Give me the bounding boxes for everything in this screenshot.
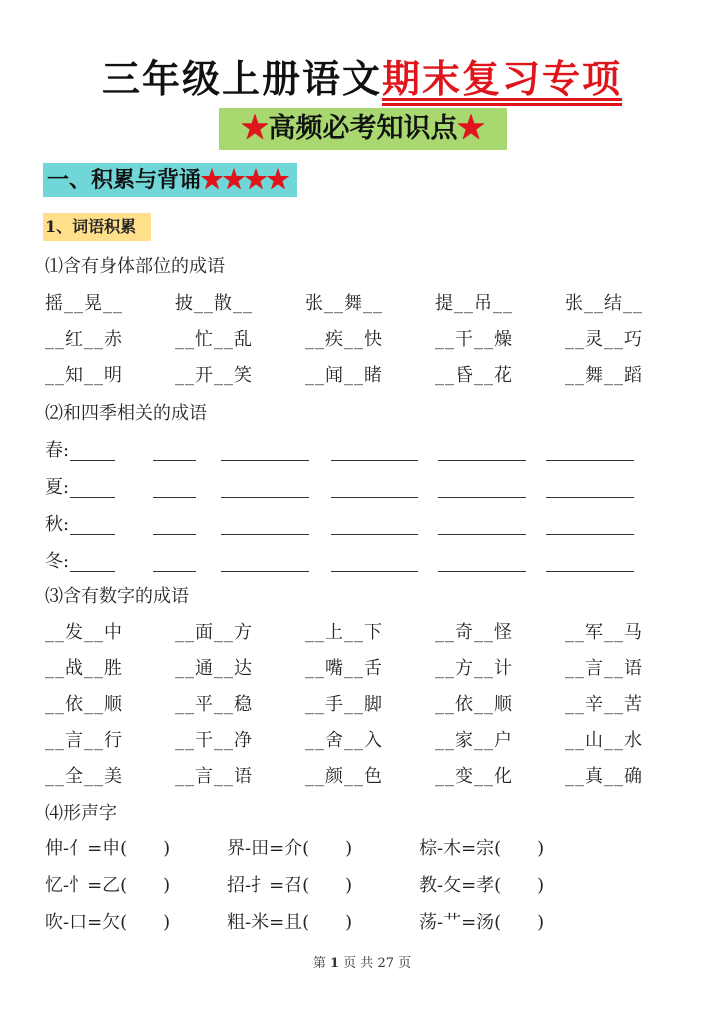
idiom-blank[interactable]: __红__赤 [45,329,123,350]
idiom-row [45,618,660,654]
idiom-blank[interactable]: __言__行 [45,730,123,751]
phonetic-item[interactable]: 界-田=介( ) [227,838,353,859]
footer-suffix: 页 [394,956,412,971]
answer-line[interactable] [438,533,526,535]
phonetic-heading: ⑷形声字 [45,803,117,824]
phonetic-item[interactable]: 棕-木=宗( ) [419,838,545,859]
total-pages: 27 [377,956,394,971]
idiom-blank[interactable]: __干__燥 [435,329,513,350]
idiom-blank[interactable]: __昏__花 [435,365,513,386]
star-icon: ★ [457,113,485,144]
season-row [45,547,645,584]
idiom-blank[interactable]: __依__顺 [45,694,123,715]
idiom-blank[interactable]: __忙__乱 [175,329,253,350]
idiom-blank[interactable]: __开__笑 [175,365,253,386]
answer-line[interactable] [546,459,634,461]
idiom-blank[interactable]: __变__化 [435,766,513,787]
answer-line[interactable] [221,533,309,535]
body-parts-grid [45,289,660,397]
page-number: 1 [330,956,340,971]
phonetic-item[interactable]: 吹-口=欠( ) [45,912,171,933]
answer-line[interactable] [153,570,196,572]
season-label: 秋: [45,514,70,535]
idiom-blank[interactable]: 张__结__ [565,293,643,314]
answer-line[interactable] [70,570,115,572]
section-heading [43,163,297,197]
idiom-blank[interactable]: 摇__晃__ [45,293,123,314]
subsection-heading: 1、词语积累 [43,213,151,241]
idiom-blank[interactable]: __奇__怪 [435,622,513,643]
idiom-blank[interactable]: __山__水 [565,730,643,751]
idiom-blank[interactable]: __言__语 [565,658,643,679]
answer-line[interactable] [70,459,115,461]
answer-line[interactable] [331,570,418,572]
idiom-blank[interactable]: __战__胜 [45,658,123,679]
idiom-blank[interactable]: __家__户 [435,730,513,751]
rating-stars-icon: ★★★★ [201,167,290,193]
answer-line[interactable] [70,496,115,498]
answer-line[interactable] [438,570,526,572]
body-parts-heading: ⑴含有身体部位的成语 [45,256,225,277]
page-title [0,48,724,103]
answer-line[interactable] [546,496,634,498]
phonetic-item[interactable]: 粗-米=且( ) [227,912,353,933]
subtitle-banner [219,108,507,150]
season-label: 夏: [45,477,70,498]
idiom-blank[interactable]: __通__达 [175,658,253,679]
idiom-blank[interactable]: 提__吊__ [435,293,513,314]
idiom-blank[interactable]: __手__脚 [305,694,383,715]
idiom-blank[interactable]: __舍__入 [305,730,383,751]
idiom-blank[interactable]: __闻__睹 [305,365,383,386]
idiom-blank[interactable]: __颜__色 [305,766,383,787]
answer-line[interactable] [221,496,309,498]
phonetic-row [45,834,645,871]
footer-middle: 页 共 [339,956,378,971]
phonetic-item[interactable]: 荡-艹=汤( ) [419,912,545,933]
idiom-blank[interactable]: __军__马 [565,622,643,643]
idiom-row [45,726,660,762]
idiom-row [45,325,660,361]
phonetic-item[interactable]: 伸-亻=申( ) [45,838,171,859]
idiom-row [45,654,660,690]
title-highlight: 期末复习专项 [382,56,623,101]
phonetic-item[interactable]: 忆-忄=乙( ) [45,875,171,896]
footer-prefix: 第 [312,956,330,971]
idiom-row [45,762,660,798]
answer-line[interactable] [438,459,526,461]
idiom-blank[interactable]: __干__净 [175,730,253,751]
idiom-blank[interactable]: __上__下 [305,622,383,643]
idiom-blank[interactable]: __真__确 [565,766,643,787]
answer-line[interactable] [546,570,634,572]
numbers-heading: ⑶含有数字的成语 [45,586,189,607]
idiom-blank[interactable]: __嘴__舌 [305,658,383,679]
idiom-blank[interactable]: __方__计 [435,658,513,679]
idiom-blank[interactable]: 张__舞__ [305,293,383,314]
page-footer [0,952,724,971]
phonetic-item[interactable]: 招-扌=召( ) [227,875,353,896]
answer-line[interactable] [438,496,526,498]
answer-line[interactable] [221,459,309,461]
season-row [45,436,645,473]
answer-line[interactable] [221,570,309,572]
idiom-row [45,361,660,397]
idiom-blank[interactable]: __平__稳 [175,694,253,715]
season-row [45,473,645,510]
numbers-grid [45,618,660,798]
answer-line[interactable] [331,459,418,461]
answer-line[interactable] [331,533,418,535]
star-icon: ★ [241,113,269,144]
season-label: 冬: [45,551,70,572]
phonetic-row [45,871,645,908]
answer-line[interactable] [70,533,115,535]
phonetic-item[interactable]: 教-攵=孝( ) [419,875,545,896]
seasons-grid [45,436,645,584]
season-label: 春: [45,440,70,461]
phonetic-grid [45,834,645,945]
answer-line[interactable] [331,496,418,498]
idiom-row [45,289,660,325]
subtitle-text: 高频必考知识点 [268,113,458,144]
answer-line[interactable] [546,533,634,535]
idiom-blank[interactable]: 披__散__ [175,293,253,314]
season-row [45,510,645,547]
idiom-blank[interactable]: __舞__蹈 [565,365,643,386]
phonetic-row [45,908,645,945]
idiom-blank[interactable]: __依__顺 [435,694,513,715]
idiom-blank[interactable]: __面__方 [175,622,253,643]
idiom-blank[interactable]: __全__美 [45,766,123,787]
idiom-row [45,690,660,726]
answer-line[interactable] [153,496,196,498]
idiom-blank[interactable]: __发__中 [45,622,123,643]
idiom-blank[interactable]: __灵__巧 [565,329,643,350]
idiom-blank[interactable]: __知__明 [45,365,123,386]
idiom-blank[interactable]: __辛__苦 [565,694,643,715]
section-title: 一、积累与背诵 [47,167,202,193]
answer-line[interactable] [153,459,196,461]
seasons-heading: ⑵和四季相关的成语 [45,403,207,424]
idiom-blank[interactable]: __疾__快 [305,329,383,350]
answer-line[interactable] [153,533,196,535]
idiom-blank[interactable]: __言__语 [175,766,253,787]
title-main: 三年级上册语文 [101,56,382,101]
